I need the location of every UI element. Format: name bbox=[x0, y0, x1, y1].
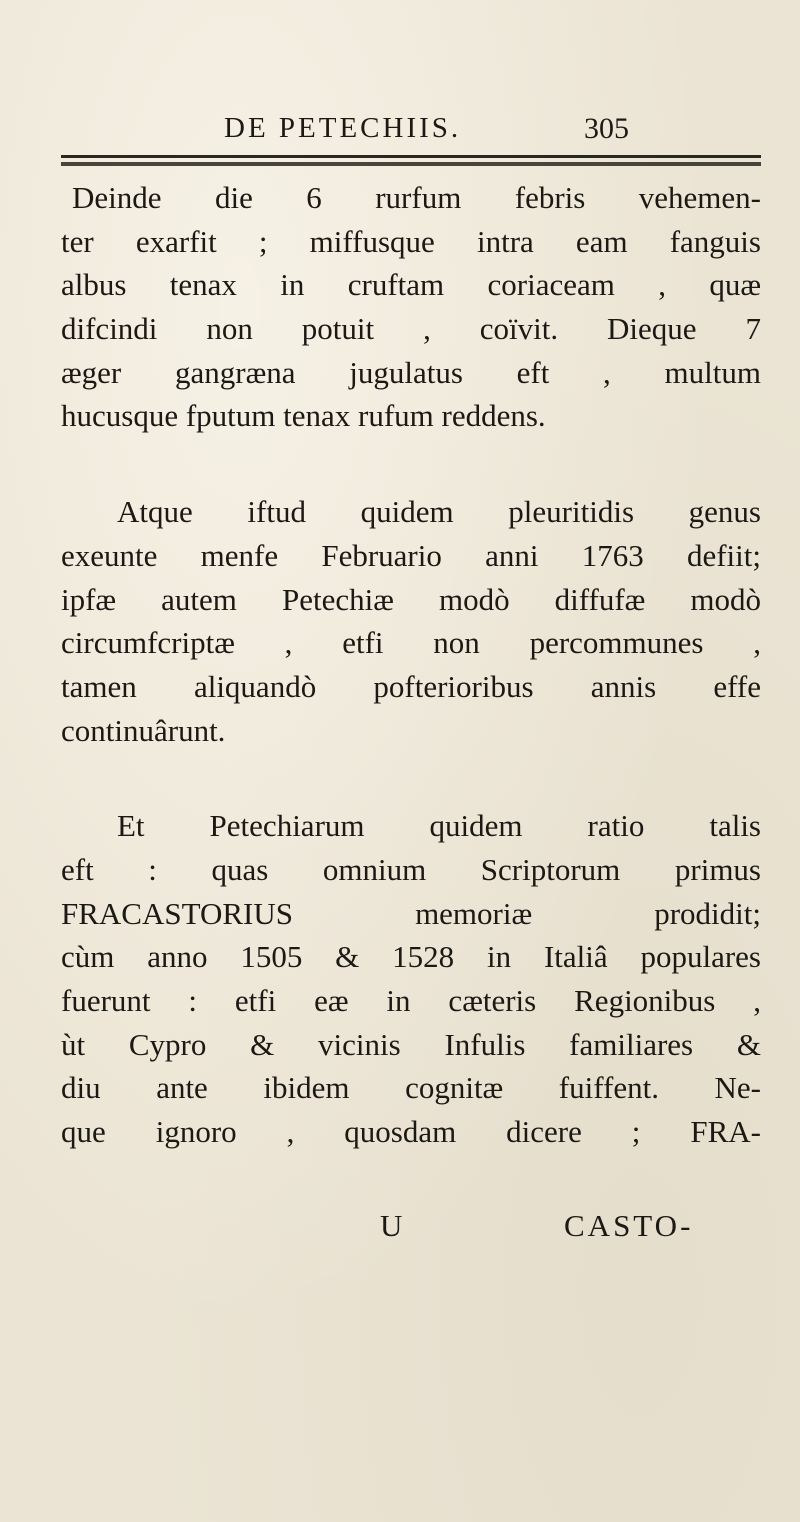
text-line: Atque iftud quidem pleuritidis genus bbox=[117, 494, 761, 530]
text-line: tamen aliquandò pofterioribus annis effe bbox=[61, 668, 761, 704]
text-line: hucusque fputum tenax rufum reddens. bbox=[61, 398, 546, 434]
catchword: CASTO- bbox=[564, 1208, 694, 1243]
text-line: ùt Cypro & vicinis Infulis familiares & bbox=[61, 1026, 761, 1062]
page-footer bbox=[0, 1208, 800, 1252]
text-line: eft : quas omnium Scriptorum primus bbox=[61, 851, 761, 887]
text-line: circumfcriptæ , etfi non percommunes , bbox=[61, 625, 761, 661]
paragraph-1 bbox=[61, 176, 761, 438]
text-line: ipfæ autem Petechiæ modò diffufæ modò bbox=[61, 581, 761, 617]
text-line: cùm anno 1505 & 1528 in Italiâ populares bbox=[61, 939, 761, 975]
text-line: albus tenax in cruftam coriaceam , quæ bbox=[61, 267, 761, 303]
paragraph-gap bbox=[61, 438, 761, 490]
text-line: diu ante ibidem cognitæ fuiffent. Ne- bbox=[61, 1070, 761, 1106]
header-rule bbox=[61, 155, 761, 158]
header-rule-double bbox=[61, 162, 761, 166]
text-line: difcindi non potuit , coïvit. Dieque 7 bbox=[61, 311, 761, 347]
page-number: 305 bbox=[584, 112, 629, 145]
signature-mark: U bbox=[380, 1208, 403, 1243]
paragraph-gap bbox=[61, 752, 761, 804]
body-text bbox=[61, 176, 761, 1154]
text-line: Deinde die 6 rurfum febris vehemen- bbox=[72, 180, 761, 215]
text-line: que ignoro , quosdam dicere ; FRA- bbox=[61, 1114, 761, 1150]
paragraph-2 bbox=[61, 490, 761, 752]
paragraph-3 bbox=[61, 804, 761, 1154]
text-line: fuerunt : etfi eæ in cæteris Regionibus , bbox=[61, 983, 761, 1018]
running-head bbox=[0, 112, 800, 152]
text-line: FRACASTORIUS memoriæ prodidit; bbox=[61, 895, 761, 931]
text-line: æger gangræna jugulatus eft , multum bbox=[61, 354, 761, 390]
text-line: continuârunt. bbox=[61, 712, 226, 748]
running-title: DE PETECHIIS. bbox=[224, 112, 462, 144]
text-line: ter exarfit ; miffusque intra eam fanguis bbox=[61, 223, 761, 259]
text-line: Et Petechiarum quidem ratio talis bbox=[117, 808, 761, 844]
text-line: exeunte menfe Februario anni 1763 defiit; bbox=[61, 537, 761, 573]
